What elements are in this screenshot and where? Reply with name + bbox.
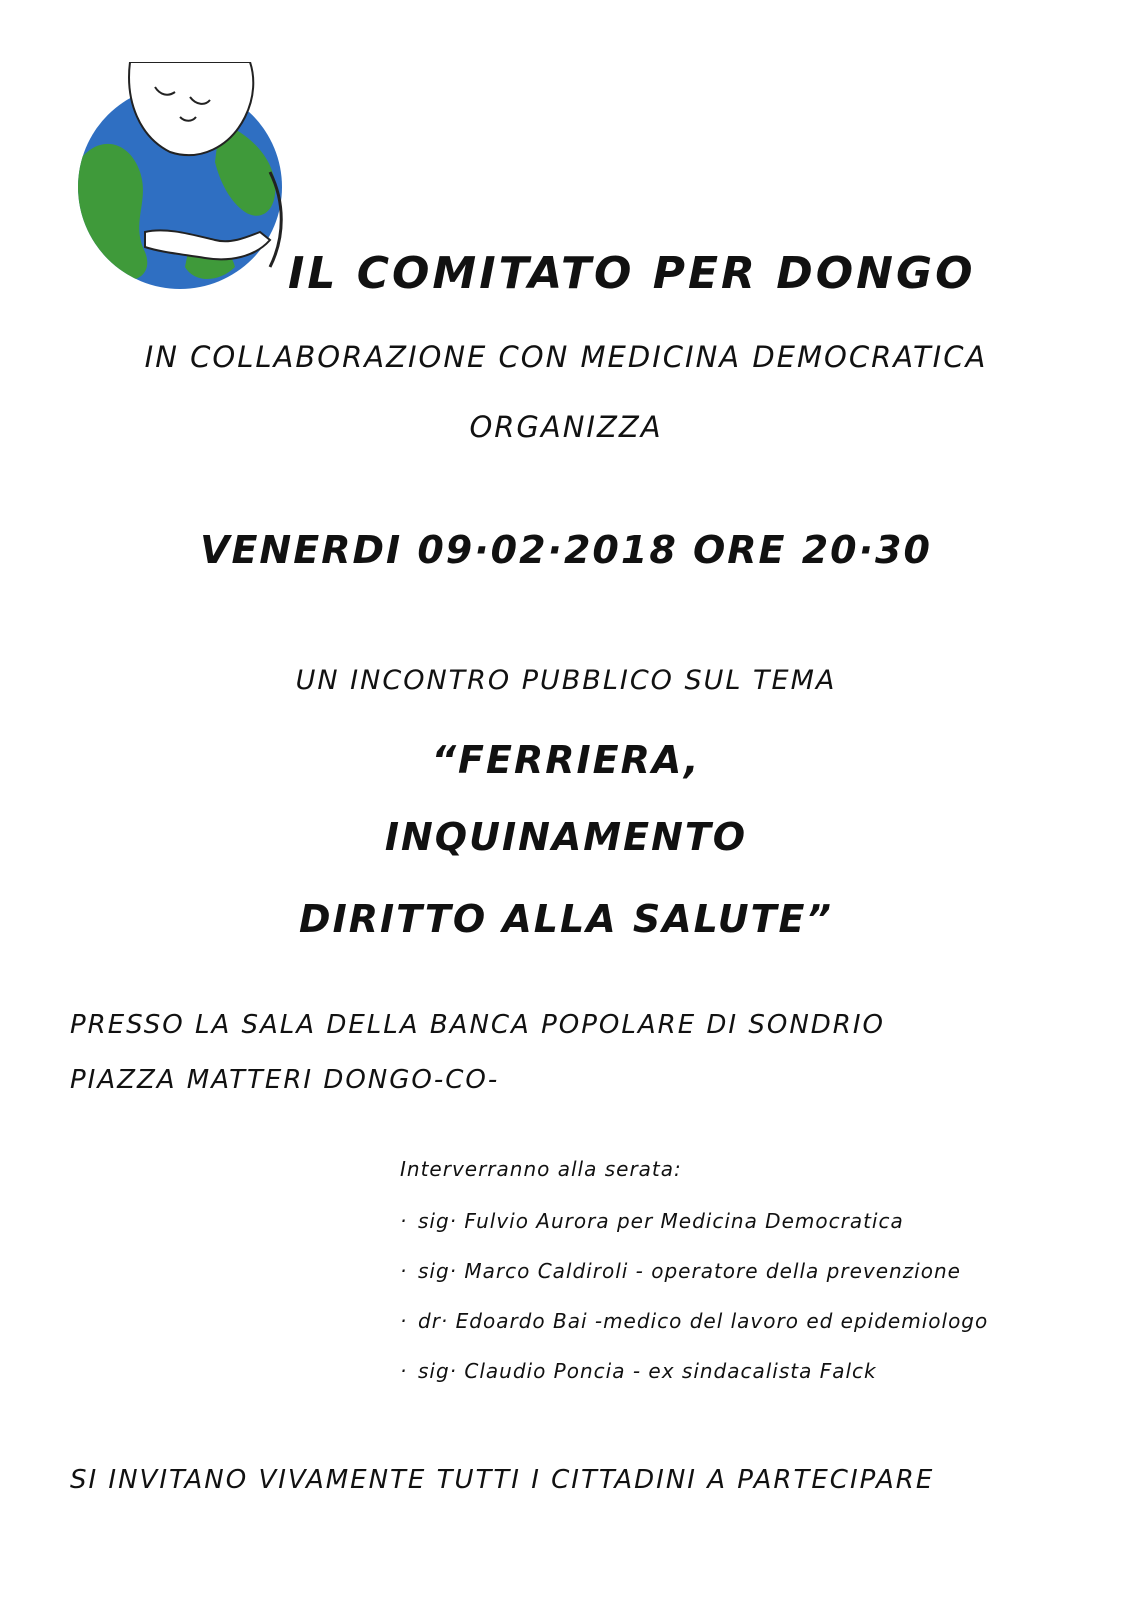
- speaker-item: [400, 1257, 988, 1307]
- venue-line-1: PRESSO LA SALA DELLA BANCA POPOLARE DI SONDRIO: [70, 1010, 885, 1040]
- collaboration-text: IN COLLABORAZIONE CON MEDICINA DEMOCRATICA: [144, 340, 988, 374]
- bullet: ·: [400, 1209, 408, 1233]
- page-title: IL COMITATO PER DONGO: [288, 248, 976, 299]
- speaker-text: sig· Claudio Poncia - ex sindacalista Falck: [418, 1359, 877, 1383]
- speakers-intro: Interverranno alla serata:: [400, 1157, 682, 1181]
- bullet: ·: [400, 1359, 408, 1383]
- bullet: ·: [400, 1259, 408, 1283]
- speaker-list: [400, 1207, 988, 1407]
- venue-line-2: PIAZZA MATTERI DONGO-CO-: [70, 1065, 500, 1095]
- speaker-item: [400, 1357, 988, 1407]
- speaker-text: dr· Edoardo Bai -medico del lavoro ed epidemiologo: [418, 1309, 989, 1333]
- theme-line-2: INQUINAMENTO: [384, 815, 748, 859]
- speaker-item: [400, 1307, 988, 1357]
- speaker-item: [400, 1207, 988, 1257]
- globe-hug-icon: [70, 62, 290, 292]
- organizes-text: ORGANIZZA: [469, 410, 663, 444]
- closing-invitation: SI INVITANO VIVAMENTE TUTTI I CITTADINI A PARTECIPARE: [70, 1465, 935, 1495]
- event-datetime: VENERDI 09·02·2018 ORE 20·30: [200, 528, 932, 572]
- theme-line-1: “FERRIERA,: [431, 738, 701, 782]
- theme-line-3: DIRITTO ALLA SALUTE”: [299, 897, 833, 941]
- speaker-text: sig· Fulvio Aurora per Medicina Democratica: [418, 1209, 904, 1233]
- speaker-text: sig· Marco Caldiroli - operatore della prevenzione: [418, 1259, 961, 1283]
- theme-intro: UN INCONTRO PUBBLICO SUL TEMA: [295, 665, 837, 696]
- bullet: ·: [400, 1309, 408, 1333]
